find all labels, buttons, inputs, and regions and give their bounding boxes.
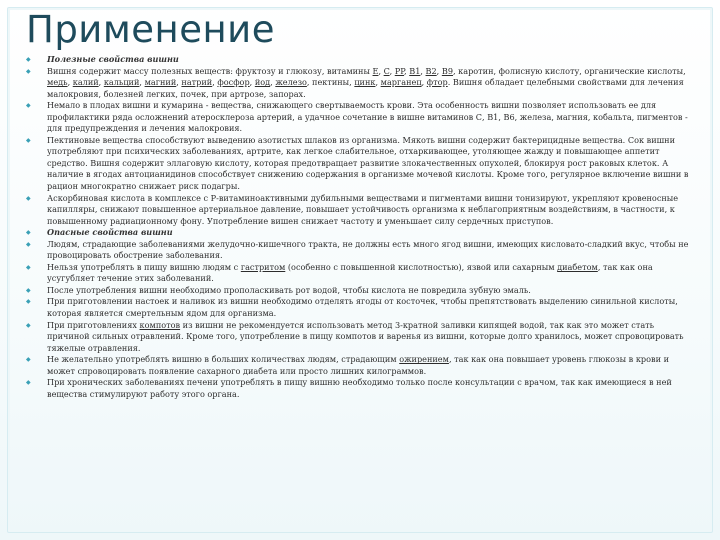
list-item-text <box>47 135 689 191</box>
list-item <box>26 320 694 355</box>
bullet-icon: ◆ <box>26 263 31 271</box>
link-text[interactable]: железо <box>275 77 307 88</box>
text-run: , пектины, <box>306 77 355 88</box>
list-item <box>26 296 694 319</box>
text-run: , <box>436 65 442 76</box>
list-item <box>26 66 694 101</box>
link-text[interactable]: ожирением <box>399 354 449 365</box>
list-item <box>26 100 694 135</box>
list-item <box>26 193 694 228</box>
text-run: , <box>389 65 395 76</box>
text-run: Не желательно употреблять вишню в больших количествах людям, страдающим <box>47 354 400 365</box>
link-text[interactable]: калий <box>72 77 99 88</box>
text-run: , <box>375 77 381 88</box>
list-item-text <box>47 66 686 99</box>
link-text[interactable]: E <box>372 65 379 76</box>
list-item <box>26 377 694 400</box>
text-run: из вишни не рекомендуется использовать метод 3-кратной заливки кипящей водой, так как это может стать причиной сильных отравлений. Кроме того, употребление в пищу компотов и варенья из вишни, которые долго хранилось, может спровоцировать тяжелые отравления. <box>47 319 684 353</box>
link-text[interactable]: гастритом <box>240 261 286 272</box>
link-text[interactable]: B2 <box>425 65 437 76</box>
bullet-icon: ◆ <box>26 379 31 387</box>
link-text[interactable]: натрий <box>181 77 213 88</box>
text-run: , <box>176 77 182 88</box>
list-item-text <box>47 262 653 284</box>
link-text[interactable]: фосфор <box>217 77 250 88</box>
text-run: Немало в плодах вишни и кумарина - вещества, снижающего свертываемость крови. Эта особенность вишни позволяет использовать ее для профилактики ряда осложнений атеросклероза артерий, а удачное сочетание в вишне витаминов С, В1, В6, железа, магния, кобальта, пигментов - для предупреждения и лечения малокровия. <box>47 100 688 134</box>
list-item-text <box>47 193 678 226</box>
text-run: (особенно с повышенной кислотностью), язвой или сахарным <box>285 261 558 272</box>
text-run: , <box>249 77 255 88</box>
text-run: При хронических заболеваниях печени употреблять в пищу вишню необходимо только после консультации с врачом, так как имеющиеся в ней вещества стимулируют работу этого органа. <box>47 377 672 399</box>
link-text[interactable]: марганец <box>380 77 422 88</box>
text-run: При приготовлениях <box>47 319 140 330</box>
text-run: Людям, страдающие заболеваниями желудочно-кишечного тракта, не должны есть много ягод вишни, имеющих кисловато-сладкий вкус, чтобы не провоцировать обострение заболевания. <box>47 238 689 261</box>
text-run: , <box>404 65 410 76</box>
bullet-icon: ◆ <box>26 229 31 237</box>
text-run: При приготовлении настоек и наливок из вишни необходимо отделять ягоды от косточек, чтобы препятствовать выделению синильной кислоты, которая является смертельным ядом для организма. <box>47 296 678 319</box>
section-heading <box>26 227 694 239</box>
list-item-text <box>47 285 531 295</box>
bullet-icon: ◆ <box>26 356 31 364</box>
bullet-icon: ◆ <box>26 298 31 306</box>
bullet-icon: ◆ <box>26 56 31 63</box>
link-text[interactable]: фтор <box>426 77 448 88</box>
text-run: , <box>139 77 145 88</box>
link-text[interactable]: B9 <box>441 65 453 76</box>
link-text[interactable]: диабетом <box>557 261 598 272</box>
bullet-icon: ◆ <box>26 286 31 294</box>
list-item-text <box>47 296 678 318</box>
text-run: , <box>421 77 427 88</box>
link-text[interactable]: цинк <box>354 77 376 88</box>
list-item <box>26 135 694 193</box>
text-run: , <box>98 77 104 88</box>
bullet-icon: ◆ <box>26 321 31 329</box>
link-text[interactable]: B1 <box>409 65 421 76</box>
bullet-icon: ◆ <box>26 102 31 110</box>
section-heading <box>26 54 694 66</box>
list-item-text <box>47 100 688 133</box>
text-run: . Вишня обладает целебными свойствами для лечения малокровия, болезней легких, почек, при артрозе, запорах. <box>47 77 684 99</box>
list-item <box>26 239 694 262</box>
slide-title: Применение <box>26 8 275 51</box>
link-text[interactable]: йод <box>254 77 271 88</box>
bullet-icon: ◆ <box>26 240 31 248</box>
link-text[interactable]: PP <box>394 65 405 76</box>
link-text[interactable]: кальций <box>103 77 140 88</box>
text-run: Полезные свойства вишни <box>47 54 179 64</box>
section-heading-text <box>47 54 179 64</box>
list-item-text <box>47 320 684 353</box>
section-heading-text <box>47 227 173 237</box>
text-run: , каротин, фолисную кислоту, органические кислоты, <box>452 65 686 76</box>
bullet-icon: ◆ <box>26 194 31 202</box>
text-run: Вишня содержит массу полезных веществ: фруктозу и глюкозу, витамины <box>47 65 373 76</box>
list-item <box>26 354 694 377</box>
list-item-text <box>47 239 688 261</box>
text-run: Опасные свойства вишни <box>47 227 173 238</box>
text-run: , <box>420 65 426 76</box>
link-text[interactable]: медь <box>47 77 68 88</box>
link-text[interactable]: компотов <box>139 319 181 330</box>
list-item <box>26 262 694 285</box>
text-run: , <box>378 65 384 76</box>
text-run: , <box>67 77 73 88</box>
text-run: Нельзя употреблять в пищу вишню людям с <box>47 261 241 272</box>
link-text[interactable]: магний <box>144 77 177 88</box>
text-run: , так как она повышает уровень глюкозы в крови и может спровоцировать появление сахарного диабета или просто лишних килограммов. <box>47 354 669 376</box>
link-text[interactable]: C <box>383 65 390 76</box>
list-item-text <box>47 377 672 399</box>
text-run: Аскорбиновая кислота в комплексе с Р-витаминоактивными дубильными веществами и пигментами вишни тонизируют, укрепляют кровеносные капилляры, снижают повышенное артериальное давление, повышает устойчивость организма к неблагоприятным воздействиям, в частности, к повышенному радиационному фону. Употребление вишен снижает частоту и уменьшает силу сердечных приступов. <box>47 192 679 226</box>
bullet-icon: ◆ <box>26 136 31 144</box>
text-run: , так как она усугубляет течение этих заболеваний. <box>47 261 653 284</box>
text-run: , <box>270 77 276 88</box>
text-run: , <box>212 77 218 88</box>
list-item <box>26 285 694 297</box>
bullet-icon: ◆ <box>26 67 31 75</box>
list-item-text <box>47 354 669 376</box>
bullet-list <box>26 54 694 400</box>
text-run: После употребления вишни необходимо прополаскивать рот водой, чтобы кислота не повредила зубную эмаль. <box>47 284 531 295</box>
text-run: Пектиновые вещества способствуют выведению азотистых шлаков из организма. Мякоть вишни содержит бактерицидные вещества. Сок вишни употребляют при психических заболеваниях, артрите, как легкое слабительное, отхаркивающее, утоляющее жажду и повышающее аппетит средство. Вишня содержит эллаговую кислоту, которая предотвращает развитие злокачественных опухолей, блокируя рост раковых клеток. А наличие в ягодах антоцианидинов способствует снижению содержания в организме мочевой кислоты. Кроме того, регулярное включение вишни в рацион многократно снижает риск подагры. <box>47 134 689 192</box>
